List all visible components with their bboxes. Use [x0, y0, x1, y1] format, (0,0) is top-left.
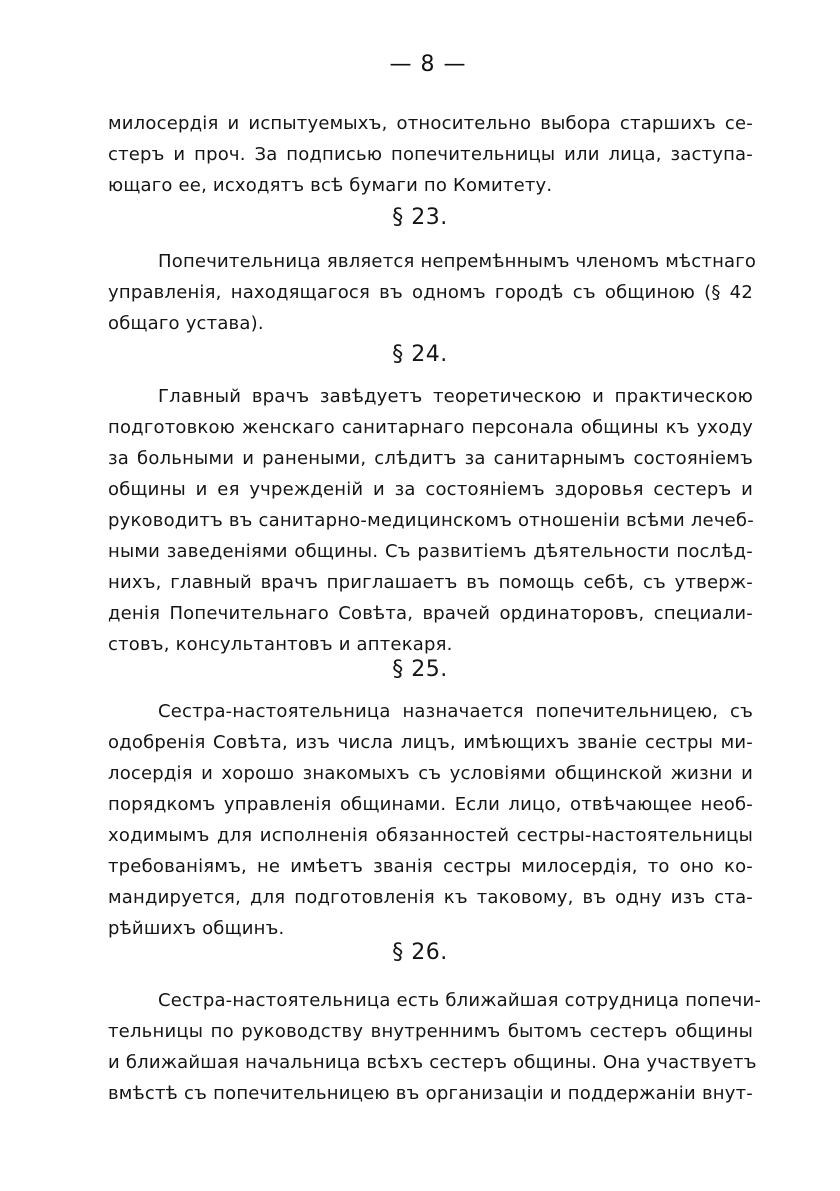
text-line: и ближайшая начальница всѣхъ сестеръ общины. Она участвуетъ — [108, 1052, 757, 1073]
text-line: общины и ея учрежденій и за состояніемъ здоровья сестеръ и — [108, 479, 753, 500]
paragraph-section-25 — [108, 696, 753, 944]
text-line: стовъ, консультантовъ и аптекаря. — [108, 634, 453, 655]
text-line: тельницы по руководству внутреннимъ бытомъ сестеръ общины — [108, 1021, 753, 1042]
text-line: порядкомъ управленія общинами. Если лицо, отвѣчающее необ- — [108, 794, 753, 815]
text-line: мандируется, для подготовленія къ таковому, въ одну изъ ста- — [108, 887, 753, 908]
text-line: Главный врачъ завѣдуетъ теоретическою и практическою — [158, 386, 753, 407]
text-line: управленія, находящагося въ одномъ городѣ съ общиною (§ 42 — [108, 282, 753, 303]
paragraph-section-23 — [108, 246, 757, 339]
text-line: ходимымъ для исполненія обязанностей сестры-настоятельницы — [108, 825, 753, 846]
text-line: Сестра-настоятельница есть ближайшая сотрудница попечи- — [158, 990, 762, 1011]
text-line: вмѣстѣ съ попечительницею въ организаціи и поддержаніи внут- — [108, 1083, 753, 1104]
text-line: Сестра-настоятельница назначается попечительницею, съ — [158, 701, 753, 722]
page-number: — 8 — — [389, 52, 467, 77]
text-line: подготовкою женскаго санитарнаго персонала общины къ уходу — [108, 417, 753, 438]
text-line: ными заведеніями общины. Съ развитіемъ дѣятельности послѣд- — [108, 541, 753, 562]
text-line: требованіямъ, не имѣетъ званія сестры милосердія, то оно ко- — [108, 856, 753, 877]
paragraph-section-24 — [108, 381, 753, 660]
text-line: рѣйшихъ общинъ. — [108, 918, 285, 939]
paragraph-section-26 — [108, 985, 762, 1109]
text-line: за больными и ранеными, слѣдитъ за санитарнымъ состояніемъ — [108, 448, 753, 469]
section-heading-23: § 23. — [392, 205, 448, 230]
text-line: нихъ, главный врачъ приглашаетъ въ помощь себѣ, съ утверж- — [108, 572, 753, 593]
text-line: милосердія и испытуемыхъ, относительно выбора старшихъ се- — [108, 113, 753, 134]
paragraph-continued — [108, 108, 753, 201]
text-line: стеръ и проч. За подписью попечительницы или лица, заступа- — [108, 144, 753, 165]
section-heading-25: § 25. — [392, 657, 448, 682]
text-line: руководитъ въ санитарно-медицинскомъ отношеніи всѣми лечеб- — [108, 510, 754, 531]
text-line: Попечительница является непремѣннымъ членомъ мѣстнаго — [158, 251, 757, 272]
text-line: ющаго ее, исходятъ всѣ бумаги по Комитету. — [108, 175, 553, 196]
text-line: лосердія и хорошо знакомыхъ съ условіями общинской жизни и — [108, 763, 753, 784]
section-heading-24: § 24. — [392, 342, 448, 367]
section-heading-26: § 26. — [392, 940, 448, 965]
text-line: общаго устава). — [108, 313, 264, 334]
text-line: денія Попечительнаго Совѣта, врачей ординаторовъ, специали- — [108, 603, 753, 624]
text-line: одобренія Совѣта, изъ числа лицъ, имѣющихъ званіе сестры ми- — [108, 732, 753, 753]
